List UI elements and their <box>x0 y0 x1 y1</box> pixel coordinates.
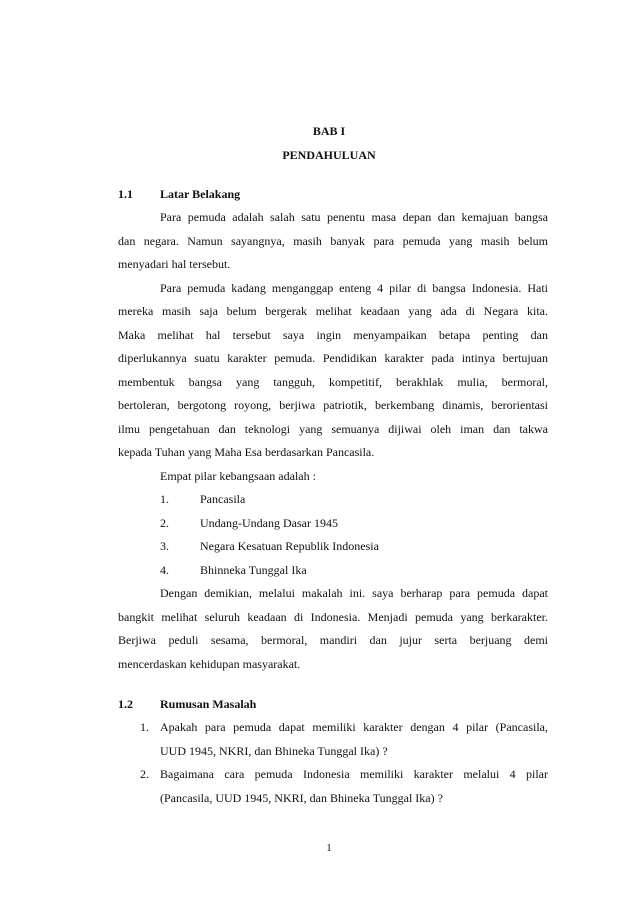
list-text: Undang-Undang Dasar 1945 <box>200 515 338 530</box>
text-line: menyadari hal tersebut. <box>118 257 231 271</box>
chapter-label: BAB I <box>312 124 346 138</box>
paragraph-1 <box>118 206 548 277</box>
text-line: Bagaimana cara pemuda Indonesia memiliki karakter melalui 4 pilar <box>160 767 548 781</box>
paragraph-2 <box>118 277 548 465</box>
question-item <box>118 716 548 763</box>
section-heading-latar-belakang <box>118 182 548 206</box>
text-line: Maka melihat hal tersebut saya ingin menyampaikan betapa penting dan <box>118 327 548 342</box>
list-text: Pancasila <box>200 492 246 506</box>
text-line: membentuk bangsa yang tangguh, kompetitif, berakhlak mulia, bermoral, <box>118 374 548 389</box>
list-item <box>118 512 548 536</box>
list-number: 2. <box>160 515 169 530</box>
question-number: 1. <box>140 720 149 734</box>
pilar-list <box>118 488 548 582</box>
list-text: Negara Kesatuan Republik Indonesia <box>200 539 379 553</box>
section-heading-rumusan-masalah <box>118 692 548 716</box>
text-line: (Pancasila, UUD 1945, NKRI, dan Bhineka Tunggal Ika) ? <box>160 790 443 805</box>
chapter-title: PENDAHULUAN <box>282 148 376 162</box>
section-title: Latar Belakang <box>160 187 241 201</box>
text-line: Para pemuda adalah salah satu penentu masa depan dan kemajuan bangsa <box>160 210 548 224</box>
section-number: 1.2 <box>118 697 133 711</box>
document-body <box>118 182 548 810</box>
text-line: UUD 1945, NKRI, dan Bhineka Tunggal Ika) ? <box>160 743 388 758</box>
text-line: kepada Tuhan yang Maha Esa berdasarkan Pancasila. <box>118 445 375 459</box>
list-item <box>118 535 548 559</box>
list-item <box>118 559 548 583</box>
page-number: 1 <box>326 842 332 854</box>
section-spacer <box>118 676 548 692</box>
text-line: diperlukannya suatu karakter pemuda. Pendidikan karakter pada intinya bertujuan <box>118 351 548 365</box>
text-line: mencerdaskan kehidupan masyarakat. <box>118 656 301 671</box>
text-line: Para pemuda kadang menganggap enteng 4 pilar di bangsa Indonesia. Hati <box>160 280 548 295</box>
list-number: 3. <box>160 539 169 553</box>
list-intro: Empat pilar kebangsaan adalah : <box>160 468 316 483</box>
paragraph-3 <box>118 582 548 676</box>
text-line: bertoleran, bergotong royong, berjiwa patriotik, berkembang dinamis, berorientasi <box>118 398 548 412</box>
list-number: 4. <box>160 562 169 577</box>
text-line: Berjiwa peduli sesama, bermoral, mandiri dan jujur serta berjuang demi <box>118 633 548 647</box>
section-number: 1.1 <box>118 187 133 201</box>
text-line: ilmu pengetahuan dan teknologi yang semuanya dijiwai oleh iman dan takwa <box>118 421 548 436</box>
text-line: Dengan demikian, melalui makalah ini. saya berharap para pemuda dapat <box>160 586 548 600</box>
question-item <box>118 763 548 810</box>
question-text <box>160 716 548 763</box>
list-text: Bhinneka Tunggal Ika <box>200 562 307 577</box>
list-item <box>118 488 548 512</box>
list-number: 1. <box>160 492 169 506</box>
question-number: 2. <box>140 767 149 781</box>
text-line: Apakah para pemuda dapat memiliki karakter dengan 4 pilar (Pancasila, <box>160 720 548 734</box>
text-line: dan negara. Namun sayangnya, masih banyak para pemuda yang masih belum <box>118 233 548 248</box>
question-text <box>160 763 548 810</box>
section-title: Rumusan Masalah <box>160 697 257 711</box>
text-line: bangkit melihat seluruh keadaan di Indonesia. Menjadi pemuda yang berkarakter. <box>118 609 548 624</box>
text-line: mereka masih saja belum bergerak melihat keadaan yang ada di Negara kita. <box>118 304 548 318</box>
